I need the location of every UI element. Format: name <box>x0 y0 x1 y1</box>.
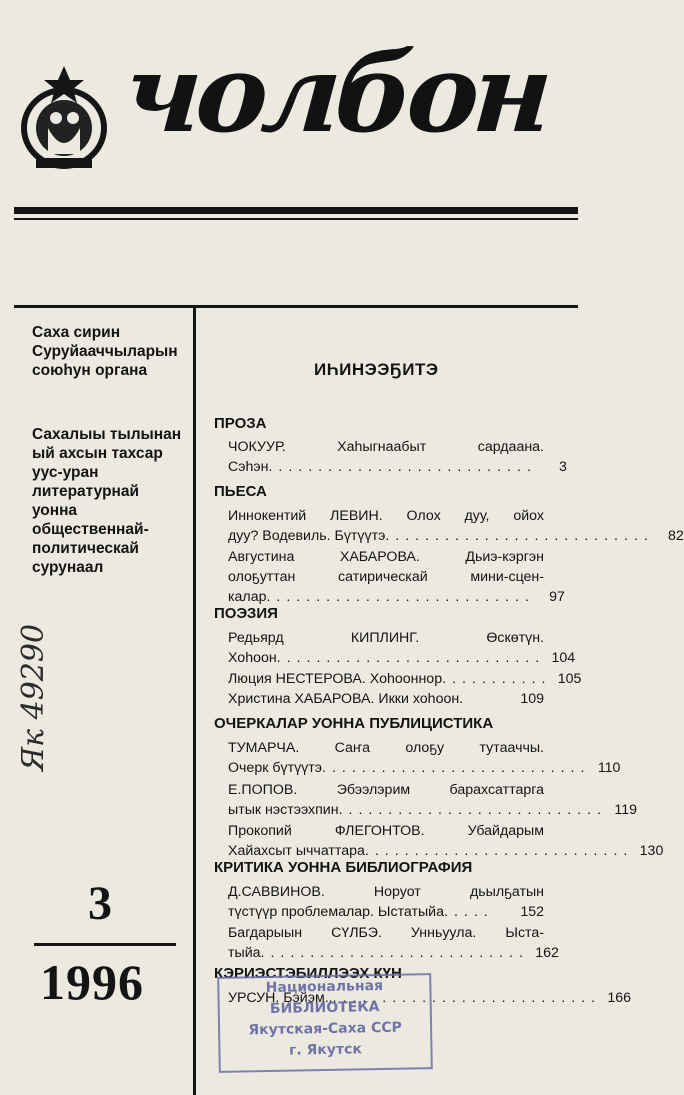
toc-page-number: 104 <box>551 650 576 666</box>
toc-entry-text: Очерк бүтүүтэ. <box>228 760 326 776</box>
toc-page-number: 3 <box>559 459 567 475</box>
toc-entry: ЧОКУУР. Хаһыгнаабыт сардаана. Сэһэн. .......................... 3 <box>228 439 567 475</box>
column-divider <box>193 306 196 1095</box>
toc-entry-text: тыйа. <box>228 945 265 961</box>
toc-entry: УРСУН. Бэйэм... .......................... 166 <box>228 990 632 1006</box>
stamp-line: Национальная <box>265 977 384 997</box>
toc-entry-text: Редьярд КИПЛИНГ. Өскөтүн. <box>228 630 544 646</box>
description-line: сурунаал <box>32 559 104 576</box>
toc-section-heading: ОЧЕРКАЛАР УОННА ПУБЛИЦИСТИКА <box>214 715 494 732</box>
toc-page-number: 97 <box>549 589 565 605</box>
section-rule <box>14 305 578 308</box>
toc-entry-text: Сэһэн. <box>228 459 273 475</box>
toc-entry: ТУМАРЧА. Саҥа олоҕу тутааччы. Очерк бүтүүтэ. .......................... 110 <box>228 740 621 776</box>
toc-entry-text: дуу? Водевиль. Бүтүүтэ. <box>228 528 390 544</box>
issue-year: 1996 <box>40 954 144 1010</box>
toc-section-heading: ПРОЗА <box>214 415 267 432</box>
toc-page-number: 130 <box>639 843 664 859</box>
description-line: общественнай- <box>32 521 149 538</box>
toc-entry-text: Люция НЕСТЕРОВА. Хоһооннор. <box>228 671 447 687</box>
toc-page-number: 162 <box>535 945 559 961</box>
toc-entry-text: Е.ПОПОВ. Эбээлэрим барахсаттарга <box>228 782 544 798</box>
description-line: уус-уран <box>32 464 99 481</box>
toc-entry-text: ЧОКУУР. Хаһыгнаабыт сардаана. <box>228 439 544 455</box>
description-line: Сахалыы тылынан <box>32 426 182 443</box>
toc-page-number: 166 <box>607 990 632 1006</box>
library-stamp <box>217 973 433 1073</box>
toc-entry-text: Прокопий ФЛЕГОНТОВ. Убайдарым <box>228 823 544 839</box>
toc-section-heading: КЭРИЭСТЭБИЛЛЭЭХ КҮН <box>214 965 402 982</box>
toc-page-number: 152 <box>520 904 544 920</box>
toc-entry-text: Августина ХАБАРОВА. Дьиэ-кэргэн <box>228 549 544 565</box>
stamp-line: БИБЛИОТЕКА <box>269 999 380 1017</box>
stamp-line: г. Якутск <box>288 1041 363 1059</box>
issue-number: 3 <box>88 877 112 930</box>
toc-entry: Д.САВВИНОВ. Норуот дьылҕатын түстүүр проблемалар. Ыстатыйа. .... 152 <box>228 884 544 920</box>
toc-entry-text: калар. <box>228 589 271 605</box>
toc-page-number: 110 <box>597 760 621 776</box>
toc-section-heading: ПЬЕСА <box>214 483 267 500</box>
toc-page-number: 109 <box>520 691 544 707</box>
toc-entry-text: түстүүр проблемалар. Ыстатыйа. <box>228 904 448 920</box>
toc-section-heading: КРИТИКА УОННА БИБЛИОГРАФИЯ <box>214 859 473 876</box>
toc-entry-text: Д.САВВИНОВ. Норуот дьылҕатын <box>228 884 544 900</box>
magazine-logo: чолбон <box>120 31 551 157</box>
stamp-line: Якутская-Саха ССР <box>248 1019 402 1039</box>
publisher-info <box>32 323 187 380</box>
header-rule <box>14 207 578 214</box>
toc-entry-text: Иннокентий ЛЕВИН. Олох дуу, ойох <box>228 508 544 524</box>
union-emblem-icon <box>18 62 110 172</box>
magazine-description <box>32 425 187 577</box>
toc-entry: Редьярд КИПЛИНГ. Өскөтүн. Хоһоон. .......................... 104 <box>228 630 576 666</box>
toc-page-number: 82 <box>668 528 684 544</box>
toc-entry-text: олоҕуттан сатирическай мини-сцен- <box>228 569 544 585</box>
toc-entry: Люция НЕСТЕРОВА. Хоһооннор. .......... 105 <box>228 671 582 687</box>
toc-entry: Августина ХАБАРОВА. Дьиэ-кэргэн олоҕуттан сатирическай мини-сцен- калар. .......................... 97 <box>228 549 565 605</box>
toc-entry: Иннокентий ЛЕВИН. Олох дуу, ойох дуу? Водевиль. Бүтүүтэ. .......................... 82 <box>228 508 684 544</box>
handwritten-note: Як 49290 <box>16 623 52 772</box>
description-line: ый ахсын тахсар <box>32 445 163 462</box>
toc-entry: Багдарыын СҮЛБЭ. Унньуула. Ыста- тыйа. .......................... 162 <box>228 925 559 961</box>
description-line: политическай <box>32 540 139 557</box>
description-line: литературнай <box>32 483 140 500</box>
description-line: уонна <box>32 502 78 519</box>
toc-entry-text: ытык нэстээхпин. <box>228 802 343 818</box>
toc-entry-text: Хайахсыт ыччаттара. <box>228 843 369 859</box>
toc-section-heading: ПОЭЗИЯ <box>214 605 278 622</box>
publisher-line: Суруйааччыларын <box>32 343 178 360</box>
toc-title: ИҺИНЭЭҔИТЭ <box>314 360 439 379</box>
year-rule <box>34 943 176 946</box>
toc-entry-text: ТУМАРЧА. Саҥа олоҕу тутааччы. <box>228 740 544 756</box>
toc-entry-text: Христина ХАБАРОВА. Икки хоһоон. <box>228 691 464 707</box>
toc-entry: Прокопий ФЛЕГОНТОВ. Убайдарым Хайахсыт ыччаттара. .......................... 130 <box>228 823 664 859</box>
publisher-line: союһун органа <box>32 362 148 379</box>
toc-entry-text: УРСУН. Бэйэм... <box>228 990 337 1006</box>
toc-entry: Е.ПОПОВ. Эбээлэрим барахсаттарга ытык нэстээхпин. .......................... 119 <box>228 782 638 818</box>
toc-entry-text: Багдарыын СҮЛБЭ. Унньуула. Ыста- <box>228 925 544 941</box>
toc-entry <box>228 689 544 709</box>
toc-page-number: 119 <box>614 802 638 818</box>
toc-page-number: 105 <box>557 671 582 687</box>
header-rule-thin <box>14 218 578 220</box>
publisher-line: Саха сирин <box>32 324 121 341</box>
toc-entry-text: Хоһоон. <box>228 650 281 666</box>
